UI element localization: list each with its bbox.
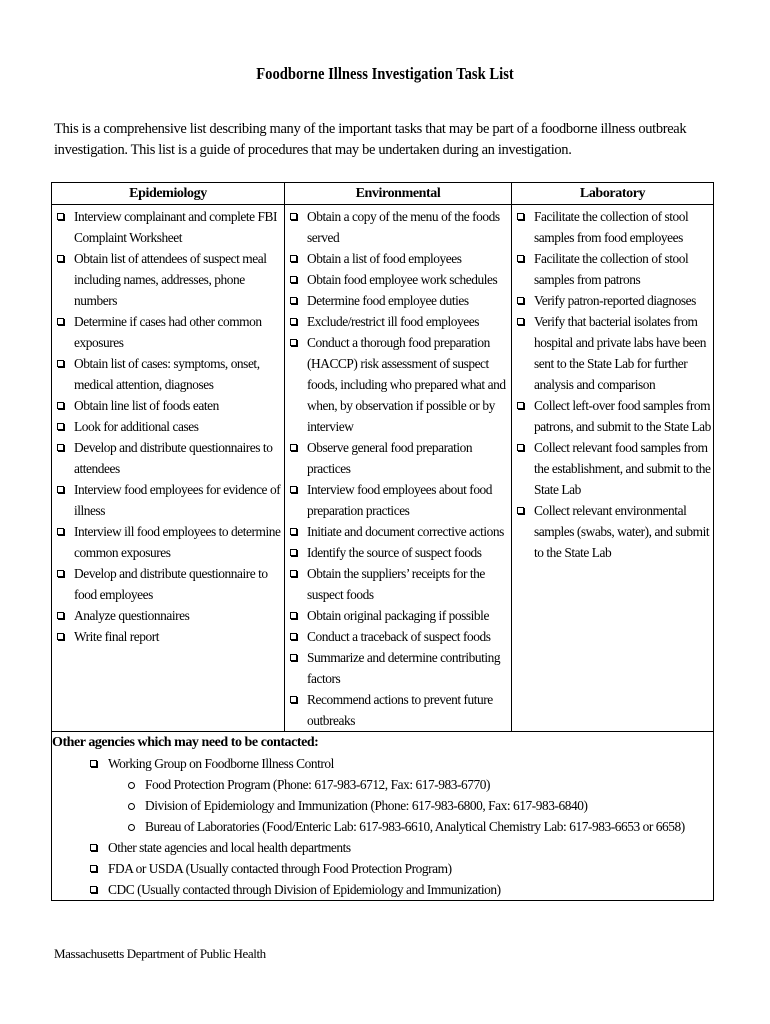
item-text: Interview food employees about food preparation practices — [307, 482, 493, 518]
header-environmental: Environmental — [285, 183, 512, 205]
intro-text: This is a comprehensive list describing many of the important tasks that may be part of a foodborne illness outbreak investigation. This list is a guide of procedures that may be undertaken during an investigation. — [54, 121, 687, 158]
agencies-heading: Other agencies which may need to be contacted: — [52, 735, 319, 750]
list-item — [52, 879, 713, 900]
item-text: Identify the source of suspect foods — [307, 545, 482, 560]
list-item — [52, 626, 284, 647]
checkbox-icon — [90, 865, 97, 872]
item-text: Obtain list of cases: symptoms, onset, medical attention, diagnoses — [74, 356, 260, 392]
checkbox-icon — [57, 402, 64, 409]
list-item — [52, 858, 713, 879]
list-item — [285, 437, 511, 479]
checkbox-icon — [57, 255, 64, 262]
circle-bullet-icon — [128, 824, 135, 831]
item-text: Food Protection Program (Phone: 617-983-6712, Fax: 617-983-6770) — [145, 777, 490, 792]
agencies-section — [52, 732, 714, 901]
checkbox-icon — [290, 297, 297, 304]
task-table — [51, 182, 714, 901]
item-text: Exclude/restrict ill food employees — [307, 314, 480, 329]
laboratory-list — [512, 206, 713, 563]
checkbox-icon — [517, 255, 524, 262]
list-item — [52, 248, 284, 311]
item-text: Conduct a traceback of suspect foods — [307, 629, 491, 644]
intro-paragraph — [54, 119, 754, 161]
list-item — [52, 416, 284, 437]
checkbox-icon — [57, 612, 64, 619]
checkbox-icon — [517, 318, 524, 325]
item-text: Interview food employees for evidence of illness — [74, 482, 281, 518]
working-group-sublist — [108, 774, 713, 837]
list-item — [285, 269, 511, 290]
item-text: Conduct a thorough food preparation (HACCP) risk assessment of suspect foods, including who prepared what and when, by observation if possible or by interview — [307, 335, 506, 434]
environmental-list — [285, 206, 511, 731]
checkbox-icon — [290, 570, 297, 577]
list-item — [512, 395, 713, 437]
checkbox-icon — [290, 528, 297, 535]
list-item — [108, 816, 713, 837]
item-text: Other state agencies and local health departments — [108, 840, 351, 855]
item-text: Obtain food employee work schedules — [307, 272, 498, 287]
list-item — [512, 248, 713, 290]
checkbox-icon — [57, 486, 64, 493]
item-text: Division of Epidemiology and Immunization (Phone: 617-983-6800, Fax: 617-983-6840) — [145, 798, 588, 813]
checkbox-icon — [517, 507, 524, 514]
item-text: Determine food employee duties — [307, 293, 469, 308]
item-text: Obtain line list of foods eaten — [74, 398, 219, 413]
table-body-row — [52, 205, 714, 732]
checkbox-icon — [290, 255, 297, 262]
page-footer: Massachusetts Department of Public Health — [54, 946, 266, 961]
laboratory-column — [512, 205, 714, 732]
list-item — [512, 437, 713, 500]
checkbox-icon — [290, 318, 297, 325]
environmental-column — [285, 205, 512, 732]
list-item — [52, 353, 284, 395]
list-item — [52, 837, 713, 858]
list-item — [285, 206, 511, 248]
item-text: Summarize and determine contributing factors — [307, 650, 501, 686]
checkbox-icon — [290, 696, 297, 703]
checkbox-icon — [57, 570, 64, 577]
checkbox-icon — [290, 633, 297, 640]
item-text: Develop and distribute questionnaires to attendees — [74, 440, 273, 476]
list-item — [285, 563, 511, 605]
checkbox-icon — [290, 339, 297, 346]
working-group-label: Working Group on Foodborne Illness Control — [108, 756, 334, 771]
list-item — [512, 311, 713, 395]
item-text: Observe general food preparation practices — [307, 440, 473, 476]
item-text: Interview ill food employees to determine common exposures — [74, 524, 281, 560]
checkbox-icon — [517, 444, 524, 451]
list-item — [285, 689, 511, 731]
list-item — [285, 626, 511, 647]
checkbox-icon — [517, 297, 524, 304]
checkbox-icon — [290, 276, 297, 283]
list-item — [52, 753, 713, 837]
item-text: Obtain list of attendees of suspect meal including names, addresses, phone numbers — [74, 251, 267, 308]
item-text: Collect left-over food samples from patrons, and submit to the State Lab — [534, 398, 711, 434]
item-text: Verify patron-reported diagnoses — [534, 293, 696, 308]
list-item — [285, 311, 511, 332]
list-item — [285, 542, 511, 563]
checkbox-icon — [90, 844, 97, 851]
item-text: Facilitate the collection of stool samples from food employees — [534, 209, 689, 245]
checkbox-icon — [90, 760, 97, 767]
checkbox-icon — [57, 360, 64, 367]
checkbox-icon — [290, 486, 297, 493]
epidemiology-column — [52, 205, 285, 732]
item-text: CDC (Usually contacted through Division of Epidemiology and Immunization) — [108, 882, 501, 897]
item-text: Interview complainant and complete FBI Complaint Worksheet — [74, 209, 278, 245]
list-item — [285, 290, 511, 311]
list-item — [52, 395, 284, 416]
checkbox-icon — [290, 213, 297, 220]
list-item — [52, 479, 284, 521]
header-laboratory: Laboratory — [512, 183, 714, 205]
list-item — [285, 479, 511, 521]
checkbox-icon — [57, 318, 64, 325]
list-item — [52, 563, 284, 605]
item-text: Analyze questionnaires — [74, 608, 190, 623]
list-item — [512, 206, 713, 248]
item-text: Obtain the suppliers’ receipts for the suspect foods — [307, 566, 485, 602]
list-item — [52, 521, 284, 563]
epidemiology-list — [52, 206, 284, 647]
checkbox-icon — [290, 612, 297, 619]
item-text: Determine if cases had other common exposures — [74, 314, 262, 350]
header-epidemiology: Epidemiology — [52, 183, 285, 205]
list-item — [52, 206, 284, 248]
item-text: Obtain a list of food employees — [307, 251, 462, 266]
page-title: Foodborne Illness Investigation Task List — [256, 64, 514, 83]
list-item — [108, 795, 713, 816]
list-item — [285, 647, 511, 689]
item-text: Collect relevant environmental samples (swabs, water), and submit to the State Lab — [534, 503, 710, 560]
list-item — [52, 605, 284, 626]
item-text: Write final report — [74, 629, 160, 644]
checkbox-icon — [290, 654, 297, 661]
item-text: Obtain a copy of the menu of the foods served — [307, 209, 500, 245]
circle-bullet-icon — [128, 803, 135, 810]
agencies-list — [52, 753, 713, 900]
item-text: Verify that bacterial isolates from hospital and private labs have been sent to the State Lab for further analysis and comparison — [534, 314, 707, 392]
table-header-row — [52, 183, 714, 205]
checkbox-icon — [57, 444, 64, 451]
list-item — [512, 500, 713, 563]
checkbox-icon — [57, 633, 64, 640]
checkbox-icon — [517, 213, 524, 220]
list-item — [285, 605, 511, 626]
agencies-row — [52, 732, 714, 901]
checkbox-icon — [290, 549, 297, 556]
item-text: Facilitate the collection of stool samples from patrons — [534, 251, 689, 287]
item-text: Initiate and document corrective actions — [307, 524, 504, 539]
checkbox-icon — [517, 402, 524, 409]
checkbox-icon — [57, 528, 64, 535]
list-item — [512, 290, 713, 311]
checkbox-icon — [57, 213, 64, 220]
item-text: FDA or USDA (Usually contacted through Food Protection Program) — [108, 861, 452, 876]
list-item — [285, 248, 511, 269]
checkbox-icon — [290, 444, 297, 451]
item-text: Look for additional cases — [74, 419, 199, 434]
circle-bullet-icon — [128, 782, 135, 789]
item-text: Recommend actions to prevent future outbreaks — [307, 692, 493, 728]
item-text: Obtain original packaging if possible — [307, 608, 489, 623]
list-item — [52, 437, 284, 479]
list-item — [108, 774, 713, 795]
item-text: Collect relevant food samples from the establishment, and submit to the State Lab — [534, 440, 711, 497]
list-item — [285, 521, 511, 542]
list-item — [285, 332, 511, 437]
list-item — [52, 311, 284, 353]
checkbox-icon — [57, 423, 64, 430]
item-text: Develop and distribute questionnaire to food employees — [74, 566, 268, 602]
checkbox-icon — [90, 886, 97, 893]
item-text: Bureau of Laboratories (Food/Enteric Lab: 617-983-6610, Analytical Chemistry Lab: 617-983-6653 or 6658) — [145, 819, 685, 834]
